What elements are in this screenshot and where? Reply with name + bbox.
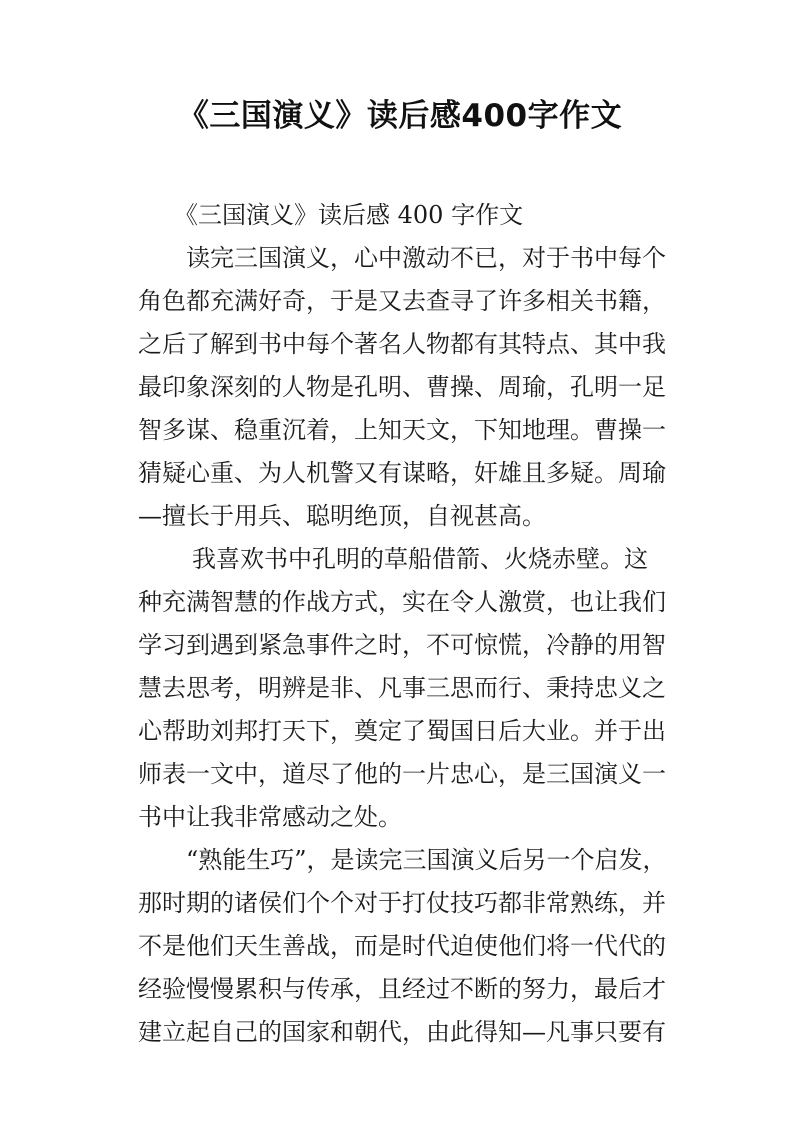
paragraph-1-line-5: 智多谋、稳重沉着，上知天文，下知地理。曹操一 [138,416,666,444]
paragraph-3-line-4: 经验慢慢累积与传承，且经过不断的努力，最后才 [138,975,666,1003]
paragraph-1-line-1: 读完三国演义，心中激动不已，对于书中每个 [186,244,666,272]
paragraph-3-line-2: 那时期的诸侯们个个对于打仗技巧都非常熟练，并 [138,889,666,917]
document-title: 《三国演义》读后感400字作文 [177,98,623,134]
paragraph-2-line-4: 慧去思考，明辨是非、凡事三思而行、秉持忠义之 [138,674,666,702]
paragraph-1-line-6: 猜疑心重、为人机警又有谋略，奸雄且多疑。周瑜 [138,459,666,487]
paragraph-2-line-7: 书中让我非常感动之处。 [138,803,402,831]
paragraph-1-line-4: 最印象深刻的人物是孔明、曹操、周瑜，孔明一足 [138,373,666,401]
paragraph-3-line-5: 建立起自己的国家和朝代，由此得知—凡事只要有 [138,1018,666,1046]
paragraph-1-line-3: 之后了解到书中每个著名人物都有其特点、其中我 [138,330,666,358]
paragraph-2-line-2: 种充满智慧的作战方式，实在令人激赏，也让我们 [138,588,666,616]
paragraph-2-line-5: 心帮助刘邦打天下，奠定了蜀国日后大业。并于出 [138,717,666,745]
paragraph-2-line-6: 师表一文中，道尽了他的一片忠心，是三国演义一 [138,760,666,788]
paragraph-3-line-3: 不是他们天生善战，而是时代迫使他们将一代代的 [138,932,666,960]
document-body [138,194,670,1054]
paragraph-3-line-1: “熟能生巧”，是读完三国演义后另一个启发， [186,846,667,874]
paragraph-2-line-3: 学习到遇到紧急事件之时，不可惊慌，冷静的用智 [138,631,666,659]
paragraph-1-line-2: 角色都充满好奇，于是又去查寻了许多相关书籍， [138,287,666,315]
subtitle-line: 《三国演义》读后感 400 字作文 [174,201,524,229]
paragraph-2-line-1: 我喜欢书中孔明的草船借箭、火烧赤壁。这 [192,545,648,573]
paragraph-1-line-7: —擅长于用兵、聪明绝顶，自视甚高。 [138,502,546,530]
